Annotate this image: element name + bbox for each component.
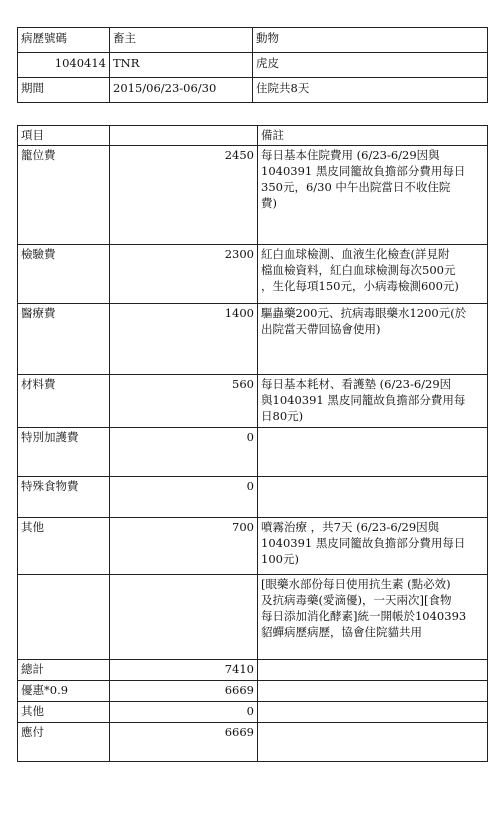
patient-info-value-row xyxy=(18,53,488,78)
note-column-header: 備註 xyxy=(258,126,488,146)
fee-row xyxy=(18,477,488,518)
discount-row xyxy=(18,681,488,702)
total-label: 總計 xyxy=(18,660,110,681)
patient-info-header-row xyxy=(18,28,488,53)
fee-item: 特別加護費 xyxy=(18,428,110,477)
amount-due-note xyxy=(258,723,488,762)
other-adjustment-row xyxy=(18,702,488,723)
fee-row xyxy=(18,304,488,375)
fee-note: [眼藥水部份每日使用抗生素 (點必效) 及抗病毒藥(愛滴優)，一天兩次][食物 每日添加消化酵素]統一開帳於1040393 貂蟬病歷病歷，協會住院貓共用 xyxy=(258,575,488,660)
fee-amount: 2300 xyxy=(110,245,258,304)
fee-amount: 2450 xyxy=(110,146,258,245)
total-amount: 7410 xyxy=(110,660,258,681)
fee-note: 每日基本住院費用 (6/23-6/29因與 1040391 黑皮同籠故負擔部分費用每日 350元，6/30 中午出院當日不收住院 費) xyxy=(258,146,488,245)
fee-note xyxy=(258,428,488,477)
other-adjustment-note xyxy=(258,702,488,723)
fee-item: 材料費 xyxy=(18,375,110,428)
fee-row xyxy=(18,146,488,245)
discount-label: 優惠*0.9 xyxy=(18,681,110,702)
amount-due-value: 6669 xyxy=(110,723,258,762)
owner-value: TNR xyxy=(110,53,253,78)
fee-amount: 0 xyxy=(110,428,258,477)
fee-item: 籠位費 xyxy=(18,146,110,245)
fee-amount: 700 xyxy=(110,518,258,575)
fee-row xyxy=(18,245,488,304)
period-row xyxy=(18,78,488,103)
discount-note xyxy=(258,681,488,702)
fee-item: 醫療費 xyxy=(18,304,110,375)
fee-note: 每日基本耗材、看護墊 (6/23-6/29因 與1040391 黑皮同籠故負擔部分費用每 日80元) xyxy=(258,375,488,428)
period-label: 期間 xyxy=(18,78,110,103)
fee-note xyxy=(258,477,488,518)
discount-amount: 6669 xyxy=(110,681,258,702)
fee-amount xyxy=(110,575,258,660)
stay-duration: 住院共8天 xyxy=(253,78,488,103)
fee-item: 特殊食物費 xyxy=(18,477,110,518)
owner-label: 畜主 xyxy=(110,28,253,53)
fee-item xyxy=(18,575,110,660)
fee-row xyxy=(18,428,488,477)
fee-row xyxy=(18,518,488,575)
total-row xyxy=(18,660,488,681)
amount-due-label: 應付 xyxy=(18,723,110,762)
total-note xyxy=(258,660,488,681)
period-dates: 2015/06/23-06/30 xyxy=(110,78,253,103)
fee-note: 驅蟲藥200元、抗病毒眼藥水1200元(於 出院當天帶回協會使用) xyxy=(258,304,488,375)
item-column-header: 項目 xyxy=(18,126,110,146)
fee-amount: 1400 xyxy=(110,304,258,375)
fee-note: 噴霧治療 ，共7天 (6/23-6/29因與 1040391 黑皮同籠故負擔部分費用每日 100元) xyxy=(258,518,488,575)
animal-label: 動物 xyxy=(253,28,488,53)
animal-value: 虎皮 xyxy=(253,53,488,78)
fee-item: 檢驗費 xyxy=(18,245,110,304)
record-number-label: 病歷號碼 xyxy=(18,28,110,53)
fee-item: 其他 xyxy=(18,518,110,575)
fee-amount: 560 xyxy=(110,375,258,428)
other-adjustment-label: 其他 xyxy=(18,702,110,723)
fee-row xyxy=(18,575,488,660)
fee-amount: 0 xyxy=(110,477,258,518)
patient-info-table xyxy=(17,27,488,103)
amount-due-row xyxy=(18,723,488,762)
other-adjustment-amount: 0 xyxy=(110,702,258,723)
fee-header-row xyxy=(18,126,488,146)
fee-note: 紅白血球檢測、血液生化檢查(詳見附 檔血檢資料，紅白血球檢測每次500元 ，生化每項150元，小病毒檢測600元) xyxy=(258,245,488,304)
fee-table xyxy=(17,125,488,762)
amount-column-header xyxy=(110,126,258,146)
fee-row xyxy=(18,375,488,428)
record-number-value: 1040414 xyxy=(18,53,110,78)
